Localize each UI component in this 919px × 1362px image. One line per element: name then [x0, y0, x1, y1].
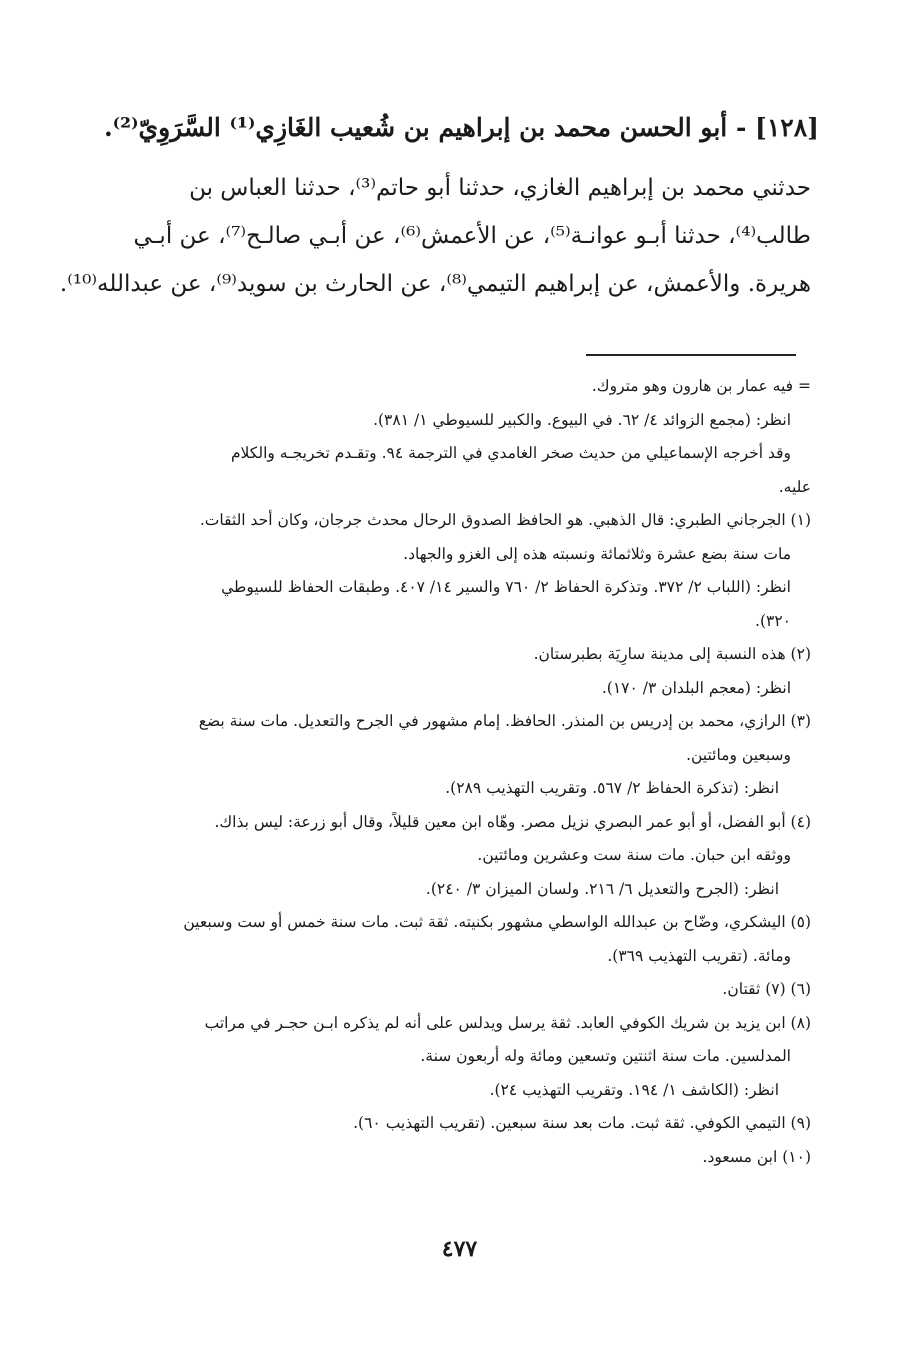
footnote-line: (٨) ابن يزيد بن شريك الكوفي العابد. ثقة يرسل ويدلس على أنه لم يذكره ابـن حجـر في مراتب	[204, 1013, 811, 1032]
body-line: طالب⁽⁴⁾، حدثنا أبـو عوانـة⁽⁵⁾، عن الأعمش⁽⁶⁾، عن أبـي صالـح⁽⁷⁾، عن أبـي	[133, 223, 811, 249]
footnote-line: عليه.	[778, 477, 811, 496]
footnote-line: ومائة. (تقريب التهذيب ٣٦٩).	[607, 946, 791, 965]
footnote-separator	[586, 354, 796, 356]
footnote-line: مات سنة بضع عشرة وثلاثمائة ونسبته هذه إلى الغزو والجهاد.	[403, 544, 791, 563]
footnote-line: انظر: (معجم البلدان ٣/ ١٧٠).	[601, 678, 791, 697]
footnote-line: (٩) التيمي الكوفي. ثقة ثبت. مات بعد سنة سبعين. (تقريب التهذيب ٦٠).	[353, 1114, 811, 1132]
footnote-line: ٣٢٠).	[755, 611, 791, 630]
footnote-line: (٦) (٧) ثقتان.	[722, 980, 811, 998]
footnote-line: المدلسين. مات سنة اثنتين وتسعين ومائة وله أربعون سنة.	[420, 1047, 791, 1065]
body-line: هريرة. والأعمش، عن إبراهيم التيمي⁽⁸⁾، عن الحارث بن سويد⁽⁹⁾، عن عبدالله⁽¹⁰⁾.	[59, 271, 811, 297]
footnote-line: انظر: (تذكرة الحفاظ ٢/ ٥٦٧. وتقريب التهذيب ٢٨٩).	[445, 779, 779, 797]
footnote-line: (١) الجرجاني الطبري: قال الذهبي. هو الحافظ الصدوق الرحال محدث جرجان، وكان أحد الثقات.	[199, 511, 811, 529]
footnote-line: انظر: (اللباب ٢/ ٣٧٢. وتذكرة الحفاظ ٢/ ٧٦٠ والسير ١٤/ ٤٠٧. وطبقات الحفاظ للسيوطي	[221, 578, 791, 596]
footnotes	[106, 370, 811, 1174]
footnote-line: (٥) اليشكري، وضّاح بن عبدالله الواسطي مشهور بكنيته. ثقة ثبت. مات سنة خمس أو ست وسبعين	[183, 913, 811, 931]
narration-body	[59, 164, 811, 308]
footnote-line: (٣) الرازي، محمد بن إدريس بن المنذر. الحافظ. إمام مشهور في الجرح والتعديل. مات سنة بضع	[198, 712, 811, 730]
footnote-line: ووثقه ابن حبان. مات سنة ست وعشرين ومائتين.	[477, 846, 791, 864]
entry-heading: [١٢٨] - أبو الحسن محمد بن إبراهيم بن شُعيب الغَازِي⁽¹⁾ السَّرَوِيّ⁽²⁾.	[103, 113, 819, 142]
footnote-line: = فيه عمار بن هارون وهو متروك.	[591, 377, 811, 395]
footnote-line: وسبعين ومائتين.	[686, 745, 791, 764]
footnote-line: انظر: (الجرح والتعديل ٦/ ٢١٦. ولسان الميزان ٣/ ٢٤٠).	[425, 879, 779, 898]
footnote-line: (١٠) ابن مسعود.	[702, 1147, 811, 1166]
body-line: حدثني محمد بن إبراهيم الغازي، حدثنا أبو حاتم⁽³⁾، حدثنا العباس بن	[189, 175, 811, 201]
page-number: ٤٧٧	[441, 1236, 478, 1262]
footnote-line: وقد أخرجه الإسماعيلي من حديث صخر الغامدي في الترجمة ٩٤. وتقـدم تخريجـه والكلام	[230, 444, 791, 462]
footnote-line: (٤) أبو الفضل، أو أبو عمر البصري نزيل مصر. وهّاه ابن معين قليلاً، وقال أبو زرعة: ليس بذاك.	[214, 812, 811, 831]
footnote-line: انظر: (مجمع الزوائد ٤/ ٦٢. في البيوع. والكبير للسيوطي ١/ ٣٨١).	[373, 410, 791, 429]
footnote-line: انظر: (الكاشف ١/ ١٩٤. وتقريب التهذيب ٢٤).	[489, 1080, 779, 1099]
footnote-line: (٢) هذه النسبة إلى مدينة سارِيَة بطبرستان.	[533, 645, 811, 663]
